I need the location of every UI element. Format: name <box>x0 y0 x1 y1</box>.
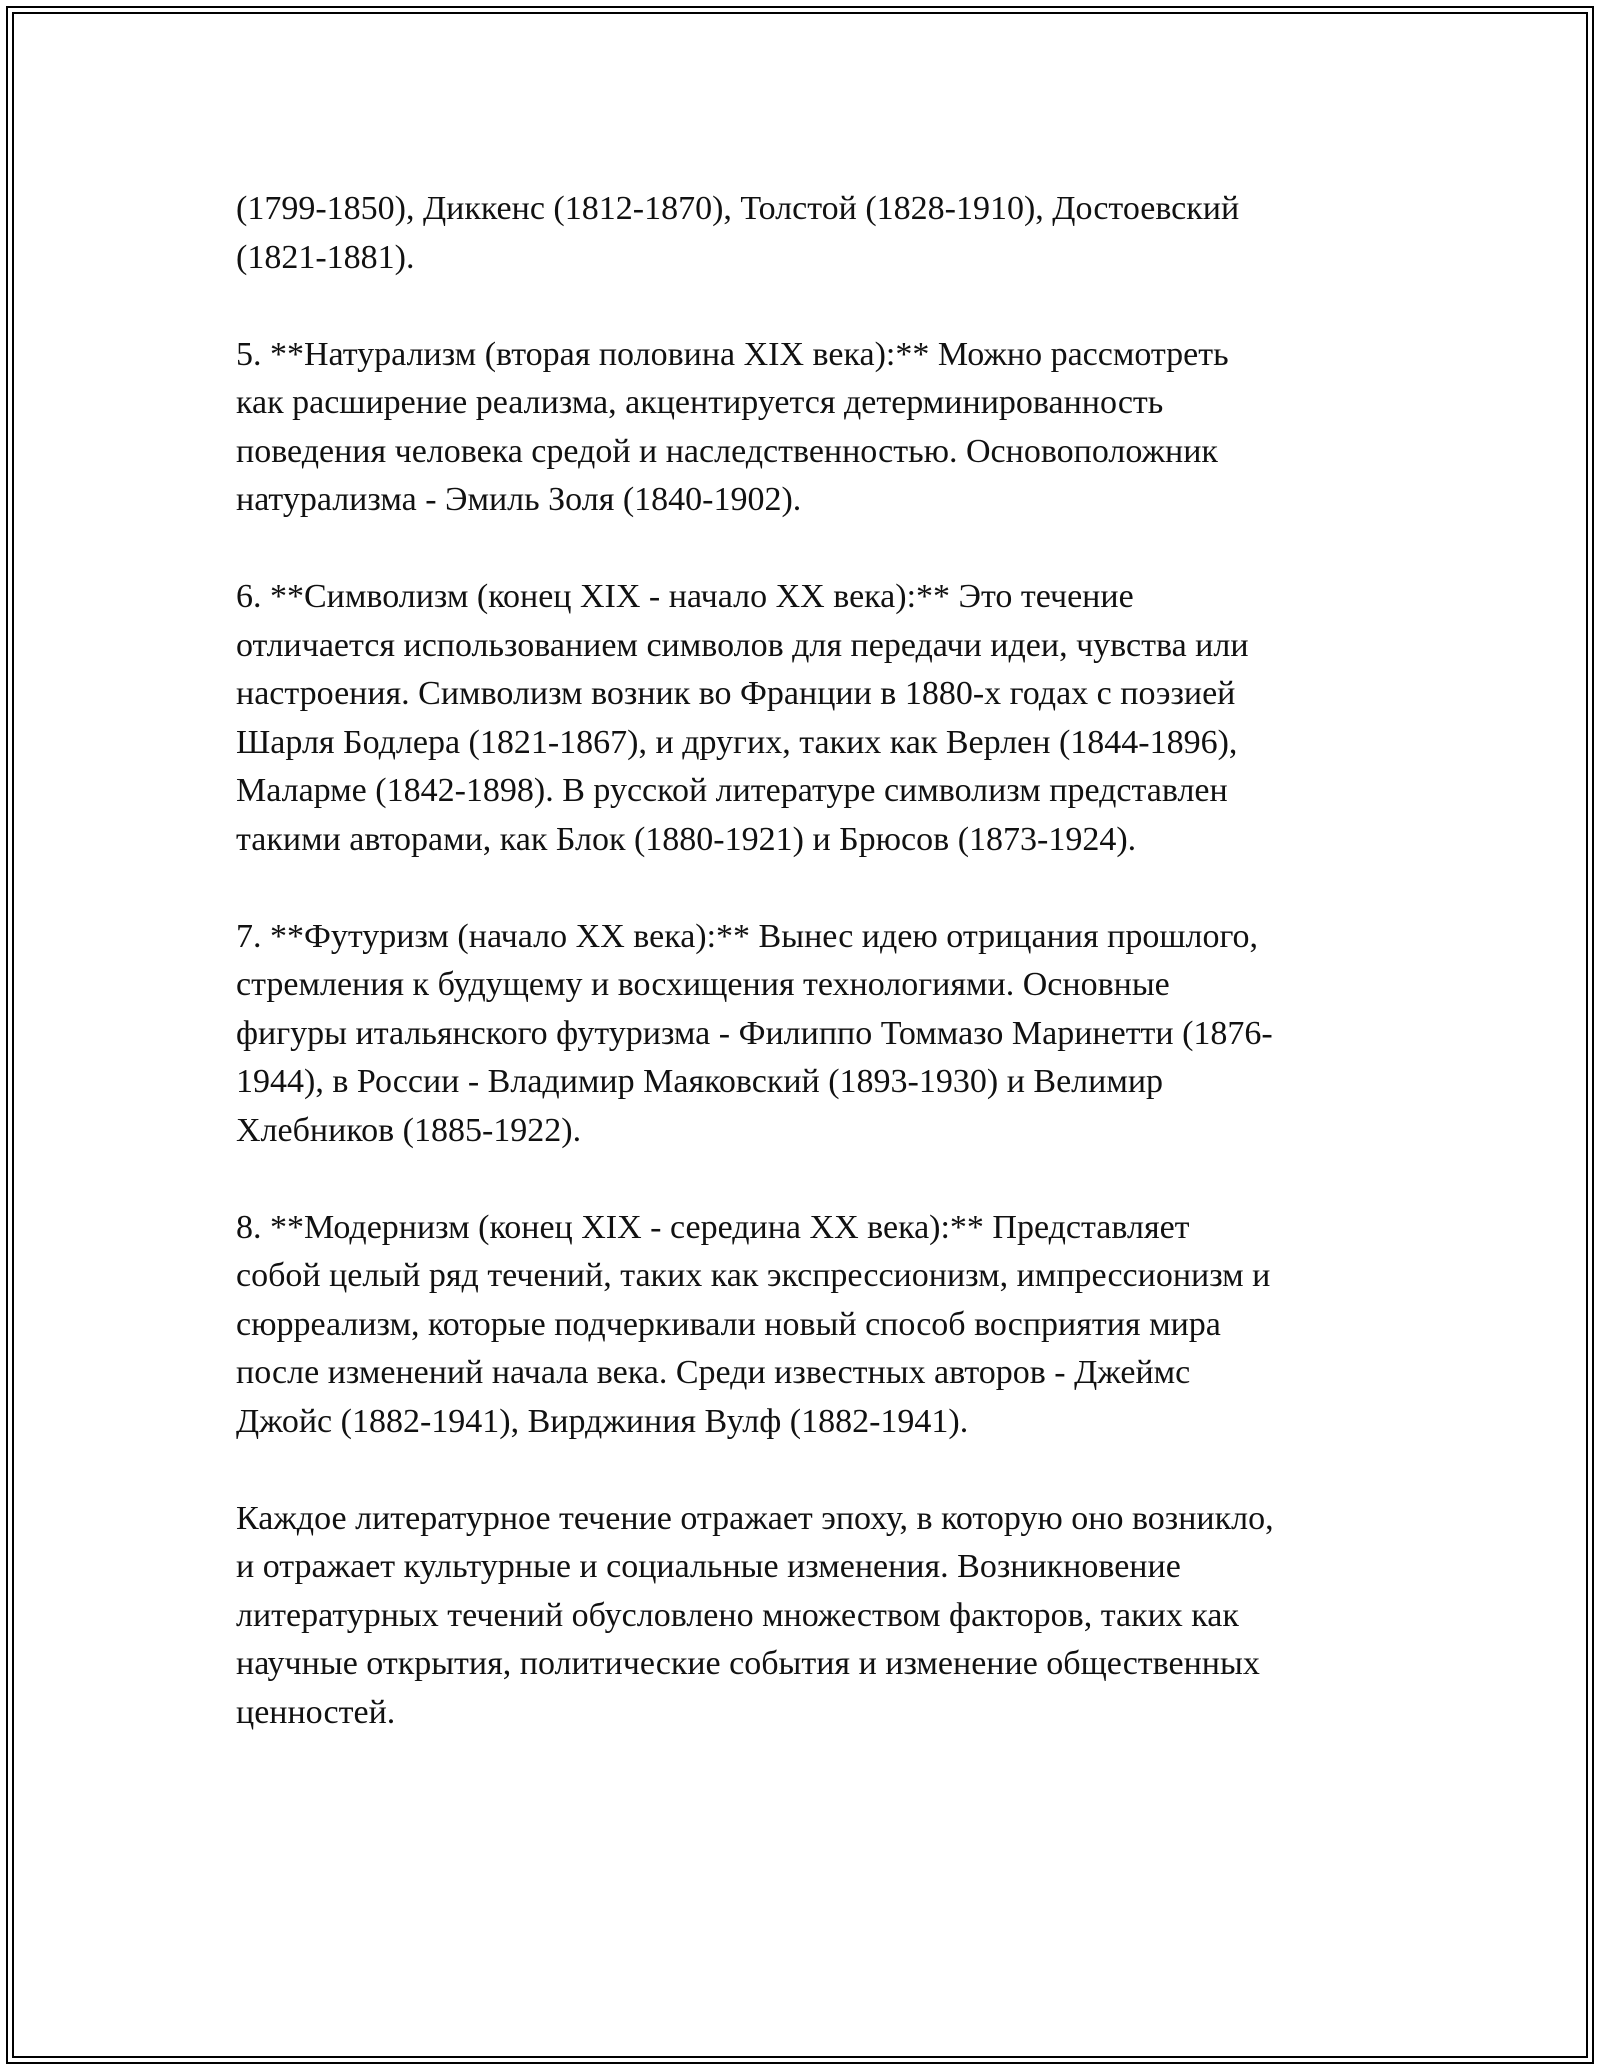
text-line: Джойс (1882-1941), Вирджиния Вулф (1882-1941). <box>236 1402 969 1440</box>
text-line: стремления к будущему и восхищения технологиями. Основные <box>236 966 1170 1003</box>
text-line: и отражает культурные и социальные изменения. Возникновение <box>236 1548 1181 1585</box>
text-line: поведения человека средой и наследственностью. Основоположник <box>236 432 1218 470</box>
text-line: Хлебников (1885-1922). <box>236 1111 582 1149</box>
paragraph-conclusion <box>236 1495 1376 1738</box>
document-body <box>236 185 1376 1786</box>
text-line: настроения. Символизм возник во Франции в 1880-х годах с поэзией <box>236 675 1236 712</box>
paragraph-symbolism <box>236 573 1376 864</box>
text-line: 7. **Футуризм (начало XX века):** Вынес идею отрицания прошлого, <box>236 917 1259 955</box>
text-line: Шарля Бодлера (1821-1867), и других, таких как Верлен (1844-1896), <box>236 723 1238 761</box>
text-line: (1799-1850), Диккенс (1812-1870), Толстой (1828-1910), Достоевский <box>236 190 1240 227</box>
text-line: (1821-1881). <box>236 238 415 276</box>
text-line: Каждое литературное течение отражает эпоху, в которую оно возникло, <box>236 1499 1274 1537</box>
paragraph-modernism <box>236 1204 1376 1447</box>
text-line: отличается использованием символов для передачи идеи, чувства или <box>236 626 1249 664</box>
text-line: сюрреализм, которые подчеркивали новый способ восприятия мира <box>236 1305 1221 1343</box>
text-line: литературных течений обусловлено множеством факторов, таких как <box>236 1596 1239 1634</box>
paragraph-continuation <box>236 185 1376 282</box>
text-line: как расширение реализма, акцентируется детерминированность <box>236 384 1164 421</box>
text-line: 5. **Натурализм (вторая половина XIX века):** Можно рассмотреть <box>236 335 1229 373</box>
text-line: ценностей. <box>236 1693 396 1731</box>
text-line: натурализма - Эмиль Золя (1840-1902). <box>236 481 802 518</box>
text-line: 8. **Модернизм (конец XIX - середина XX века):** Представляет <box>236 1208 1190 1246</box>
text-line: после изменений начала века. Среди известных авторов - Джеймс <box>236 1354 1191 1391</box>
text-line: такими авторами, как Блок (1880-1921) и Брюсов (1873-1924). <box>236 820 1137 858</box>
text-line: Маларме (1842-1898). В русской литературе символизм представлен <box>236 772 1228 809</box>
text-line: 6. **Символизм (конец XIX - начало XX века):** Это течение <box>236 578 1134 615</box>
paragraph-futurism <box>236 913 1376 1156</box>
text-line: 1944), в России - Владимир Маяковский (1893-1930) и Велимир <box>236 1063 1164 1100</box>
text-line: научные открытия, политические события и изменение общественных <box>236 1645 1260 1682</box>
text-line: собой целый ряд течений, таких как экспрессионизм, импрессионизм и <box>236 1257 1271 1294</box>
paragraph-naturalism <box>236 331 1376 525</box>
text-line: фигуры итальянского футуризма - Филиппо Томмазо Маринетти (1876- <box>236 1014 1273 1052</box>
